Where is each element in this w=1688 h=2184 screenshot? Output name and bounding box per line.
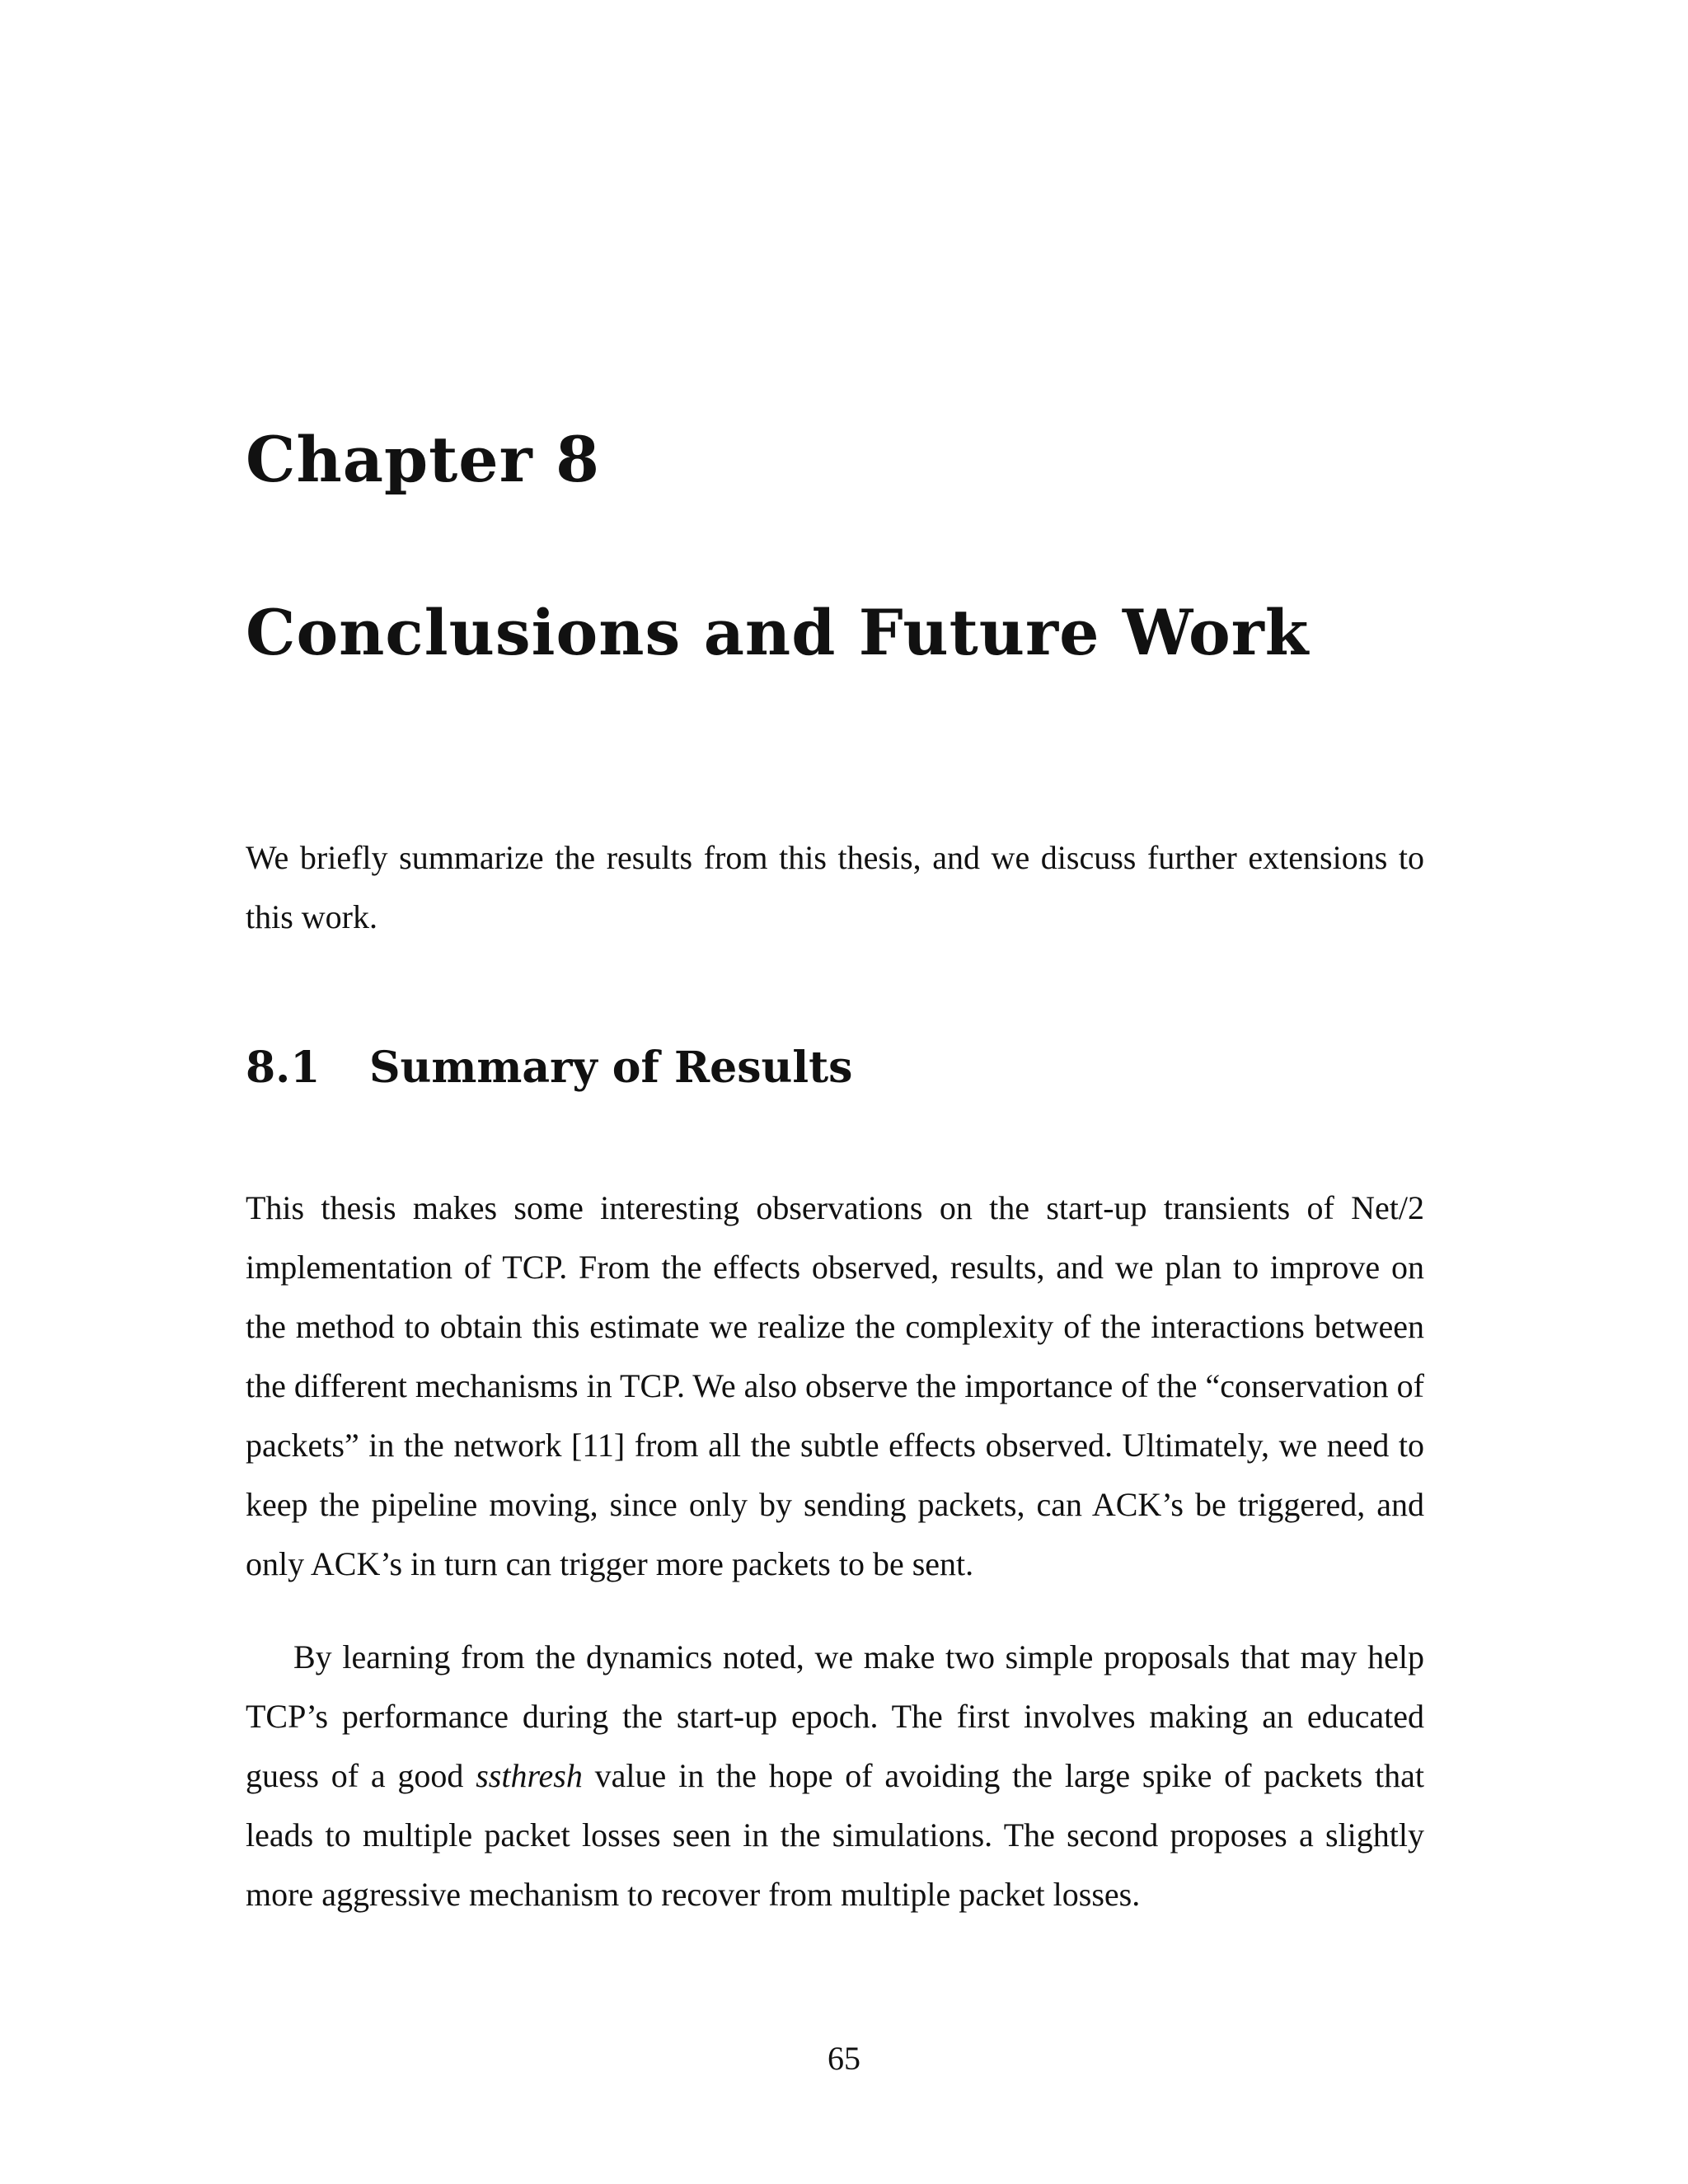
paragraph-2-text-start: By learning from the dynamics noted, we make two simple proposals that may help TCP’s performance during the start-up epoch. The first involves making an educated guess of a good xyxy=(246,1638,1424,1794)
ssthresh-term: ssthresh xyxy=(476,1757,583,1794)
section-number: 8.1 xyxy=(246,1043,321,1093)
chapter-title: Conclusions and Future Work xyxy=(246,596,1310,669)
summary-paragraph-1: This thesis makes some interesting observations on the start-up transients of Net/2 implementation of TCP. From the effects observed, results, and we plan to improve on the method to obtain this estimate we realize the complexity of the interactions between the different mechanisms in TCP. We also observe the importance of the “conservation of packets” in the network [11] from all the subtle effects observed. Ultimately, we need to keep the pipeline moving, since only by sending packets, can ACK’s be triggered, and only ACK’s in turn can trigger more packets to be sent. xyxy=(246,1189,1424,1582)
chapter-intro-paragraph: We briefly summarize the results from this thesis, and we discuss further extensions to this work. xyxy=(246,839,1424,935)
section-heading xyxy=(246,1043,853,1093)
page-number: 65 xyxy=(828,2040,860,2077)
summary-paragraph-2 xyxy=(246,1628,1424,1924)
paragraph-2-text-end: value in the hope of avoiding the large spike of packets that leads to multiple packet losses seen in the simulations. The second proposes a slightly more aggressive mechanism to recover from multiple packet losses. xyxy=(246,1757,1424,1913)
chapter-label: Chapter 8 xyxy=(246,423,600,496)
section-title: Summary of Results xyxy=(369,1043,853,1093)
